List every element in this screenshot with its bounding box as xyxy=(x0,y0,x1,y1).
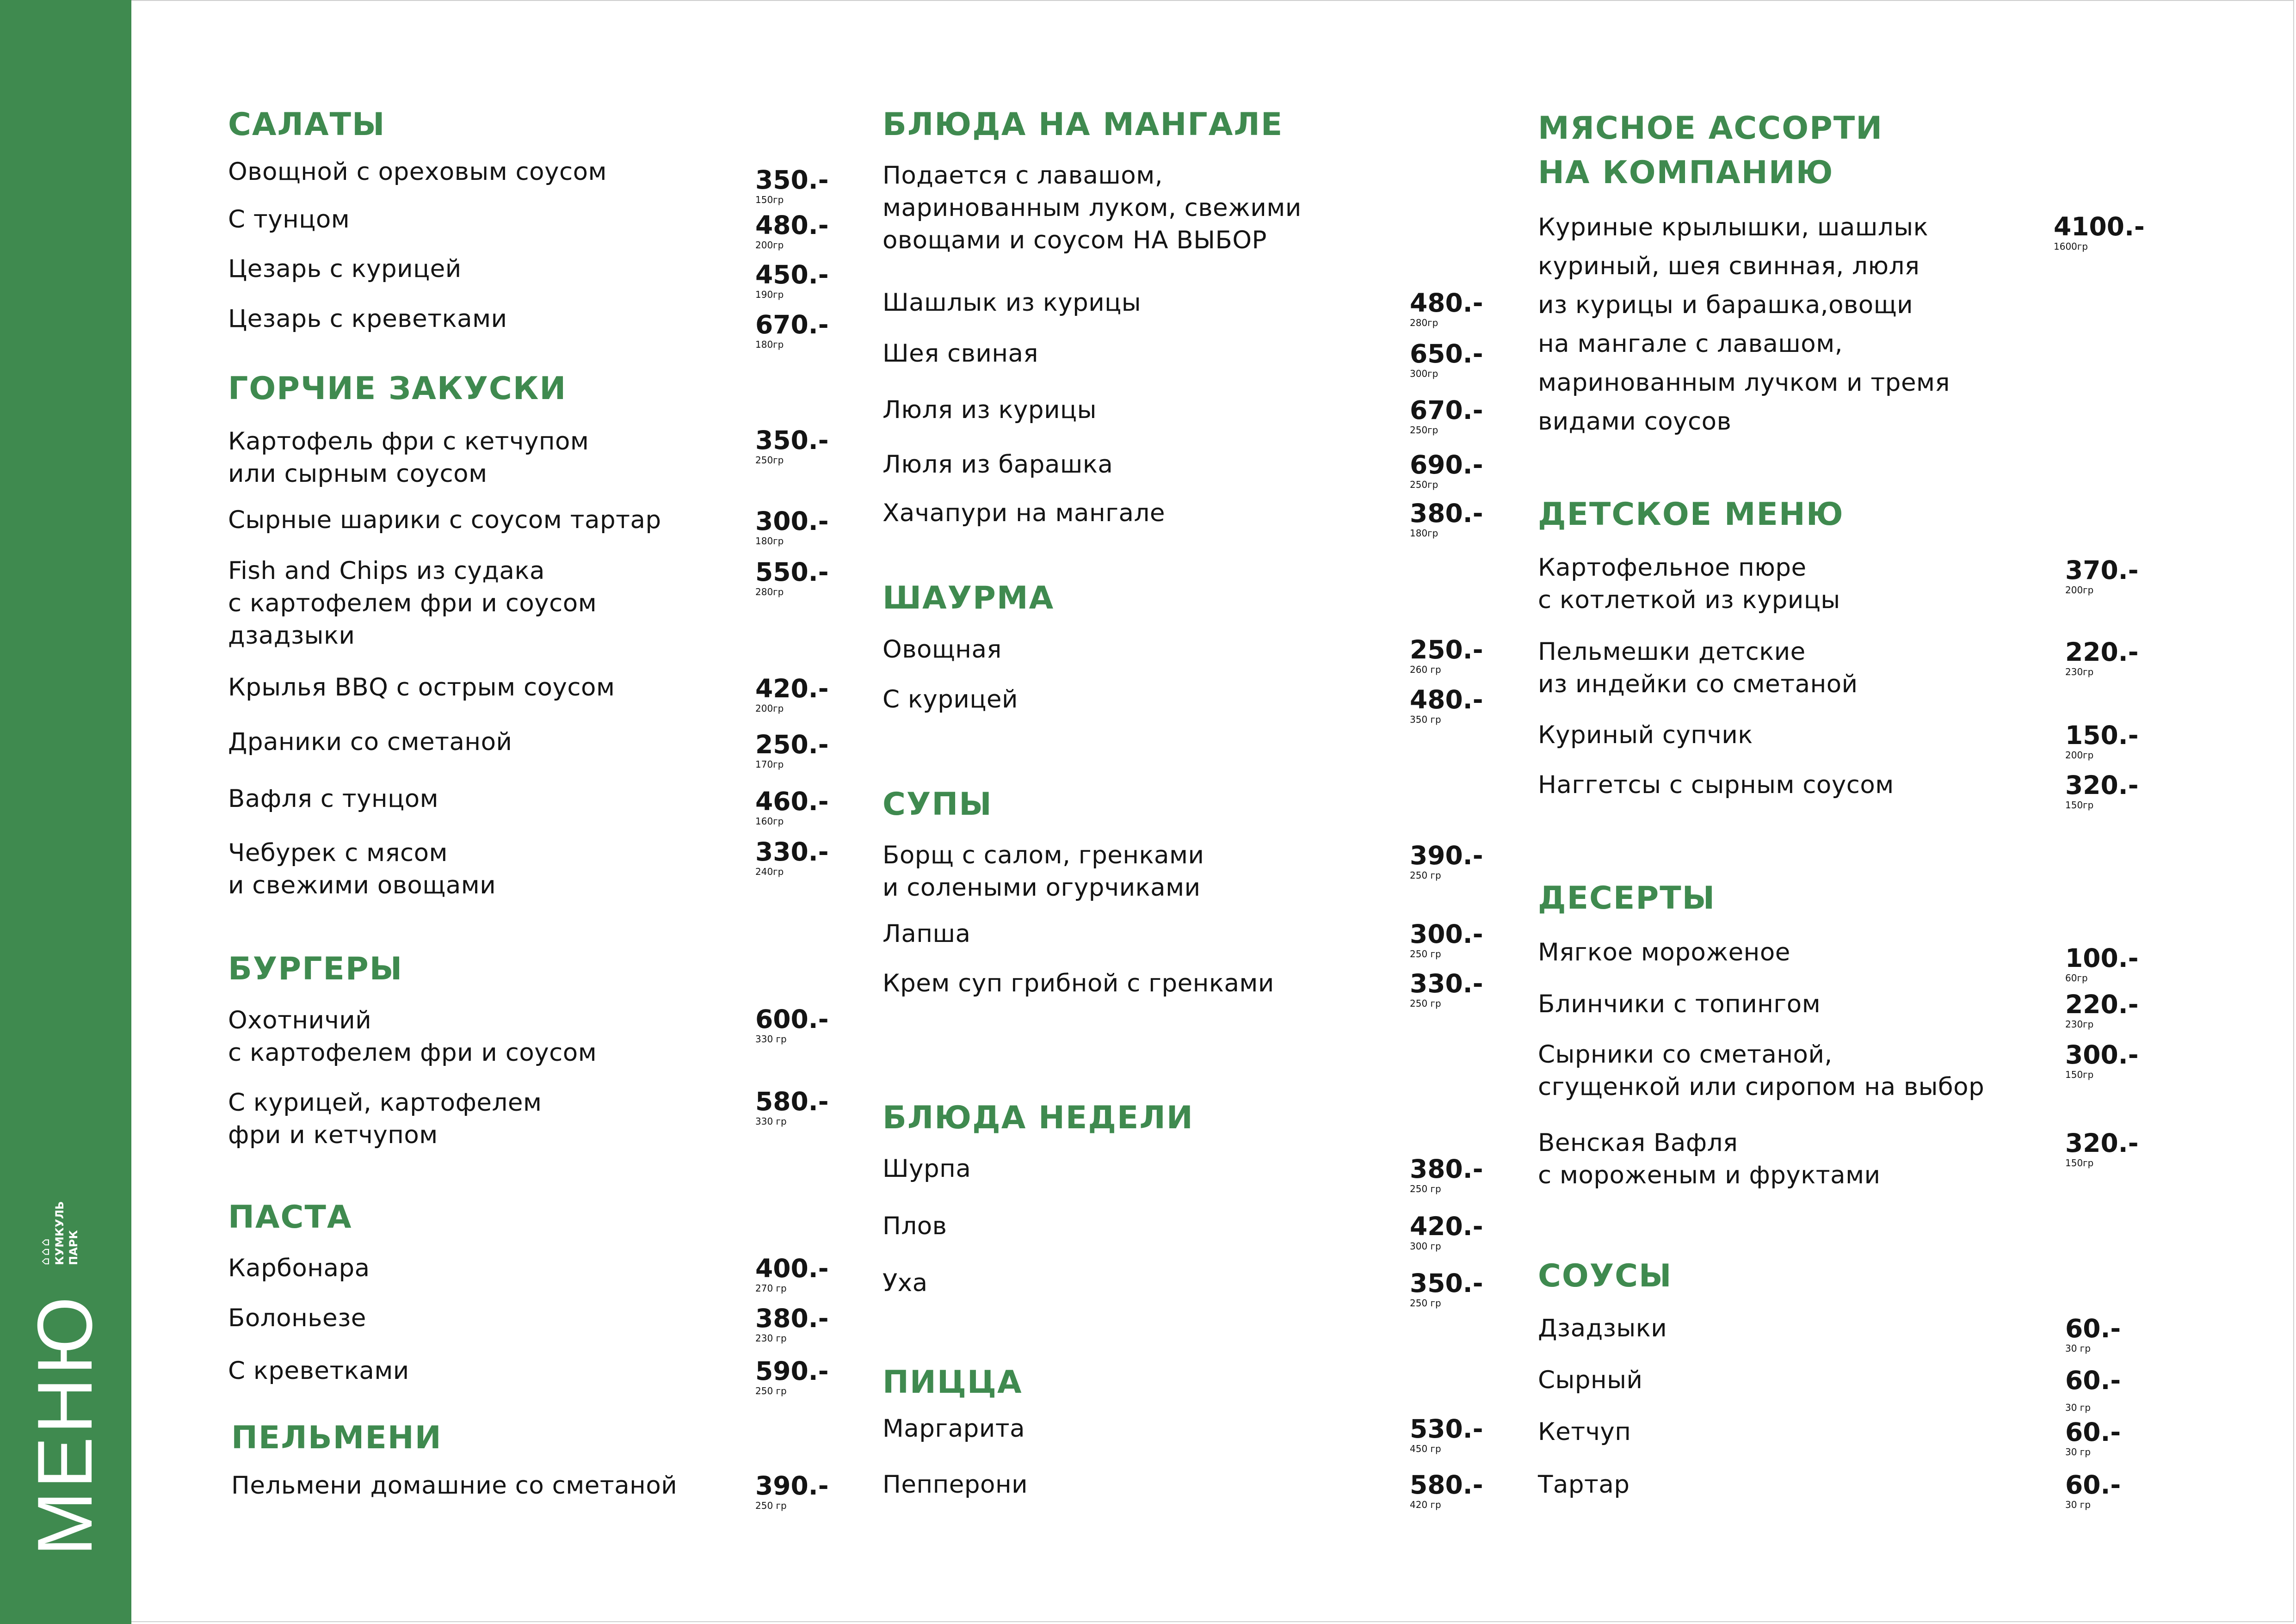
price-weight: 330 гр xyxy=(755,1116,787,1127)
price-weight: 250гр xyxy=(755,455,784,466)
section-title-burgers: БУРГЕРЫ xyxy=(228,951,403,987)
price-value: 650.- xyxy=(1410,339,1483,369)
price-weight: 170гр xyxy=(755,759,784,770)
price-weight: 30 гр xyxy=(2065,1446,2091,1458)
price-value: 670.- xyxy=(755,310,829,339)
price-value: 300.- xyxy=(755,506,829,536)
price-weight: 60гр xyxy=(2065,972,2088,984)
section-title-weekly-dishes: БЛЮДА НЕДЕЛИ xyxy=(883,1100,1194,1136)
price-weight: 280гр xyxy=(1410,317,1438,328)
section-title-hot-snacks: ГОРЧИЕ ЗАКУСКИ xyxy=(228,370,567,407)
item-name: Мягкое мороженое xyxy=(1538,938,1790,966)
item-name: Шея свиная xyxy=(883,339,1038,368)
logo-house-icon: ⌂⌂⌂ xyxy=(38,1236,52,1265)
price-value: 250.- xyxy=(755,730,829,759)
price-weight: 250гр xyxy=(1410,424,1438,436)
logo-name: КУМКУЛЬ xyxy=(53,1201,66,1265)
price-weight: 200гр xyxy=(2065,584,2094,596)
price-weight: 250 гр xyxy=(1410,1298,1441,1309)
item-name: Крем суп грибной с гренками xyxy=(883,969,1274,997)
price-value: 420.- xyxy=(1410,1212,1483,1241)
item-price xyxy=(1410,1414,1502,1454)
price-weight: 230 гр xyxy=(755,1333,787,1344)
section-title-pasta: ПАСТА xyxy=(228,1199,352,1236)
item-price xyxy=(2065,1128,2158,1168)
item-name: Fish and Chips из судака с картофелем фри и соусом дзадзыки xyxy=(228,557,597,650)
item-name: Уха xyxy=(883,1269,928,1297)
item-name: Маргарита xyxy=(883,1415,1025,1443)
item-price xyxy=(1410,919,1502,959)
price-value: 300.- xyxy=(2065,1040,2139,1070)
section-title-meat-platter: МЯСНОЕ АССОРТИ НА КОМПАНИЮ xyxy=(1538,110,1883,191)
menu-column-middle xyxy=(883,0,1484,1572)
item-price xyxy=(1410,395,1502,435)
price-weight: 260 гр xyxy=(1410,664,1441,675)
item-price xyxy=(755,425,848,465)
price-value: 150.- xyxy=(2065,720,2139,750)
item-name: Борщ с салом, гренками и солеными огурчиками xyxy=(883,841,1204,902)
item-name: С тунцом xyxy=(228,205,350,234)
item-price xyxy=(2065,943,2158,983)
price-value: 480.- xyxy=(1410,685,1483,714)
price-value: 450.- xyxy=(755,260,829,289)
item-name: Крылья BBQ с острым соусом xyxy=(228,673,615,701)
section-title-grill: БЛЮДА НА МАНГАЛЕ xyxy=(883,106,1284,143)
price-weight: 250 гр xyxy=(1410,998,1441,1009)
item-price xyxy=(2065,555,2158,595)
grill-note: Подается с лавашом, маринованным луком, свежими овощами и соусом НА ВЫБОР xyxy=(883,161,1302,254)
item-name: Тартар xyxy=(1538,1470,1630,1499)
price-value: 300.- xyxy=(1410,919,1483,949)
price-value: 390.- xyxy=(1410,841,1483,870)
item-name: Пельмешки детские из индейки со сметаной xyxy=(1538,638,1858,698)
price-value: 320.- xyxy=(2065,1128,2139,1158)
item-price xyxy=(1410,1268,1502,1308)
price-value: 370.- xyxy=(2065,555,2139,585)
item-name: Цезарь с креветками xyxy=(228,305,507,333)
price-value: 480.- xyxy=(1410,288,1483,318)
item-price xyxy=(755,310,848,350)
price-weight: 200гр xyxy=(2065,750,2094,761)
item-price xyxy=(1410,1212,1502,1251)
price-weight: 250 гр xyxy=(1410,1183,1441,1194)
price-value: 390.- xyxy=(755,1471,829,1501)
item-price xyxy=(755,1471,848,1511)
item-price xyxy=(755,1254,848,1293)
price-weight: 180гр xyxy=(1410,528,1438,539)
item-price xyxy=(1410,339,1502,379)
item-price xyxy=(2065,770,2158,810)
item-name: Картофельное пюре с котлеткой из курицы xyxy=(1538,554,1840,614)
item-name: Плов xyxy=(883,1212,947,1240)
price-value: 670.- xyxy=(1410,395,1483,425)
item-name: Карбонара xyxy=(228,1254,370,1282)
item-name: Люля из барашка xyxy=(883,450,1113,479)
price-value: 60.- xyxy=(2065,1417,2121,1447)
price-weight: 1600гр xyxy=(2054,241,2088,252)
price-weight: 190гр xyxy=(755,289,784,300)
price-value: 220.- xyxy=(2065,990,2139,1019)
item-price xyxy=(1410,288,1502,328)
item-price xyxy=(755,557,848,597)
price-weight: 200гр xyxy=(755,240,784,251)
sidebar xyxy=(0,0,131,1624)
item-name: Дзадзыки xyxy=(1538,1314,1667,1342)
item-price xyxy=(755,1304,848,1343)
price-weight: 350 гр xyxy=(1410,714,1441,725)
price-value: 530.- xyxy=(1410,1414,1483,1444)
price-weight: 250 гр xyxy=(755,1385,787,1396)
item-name: Цезарь с курицей xyxy=(228,255,462,283)
item-name: Шурпа xyxy=(883,1155,971,1183)
price-weight: 160гр xyxy=(755,816,784,827)
price-value: 330.- xyxy=(755,837,829,867)
item-name: Пельмени домашние со сметаной xyxy=(231,1471,678,1500)
item-price xyxy=(755,730,848,769)
item-name: Картофель фри с кетчупом или сырным соусом xyxy=(228,427,589,488)
item-price xyxy=(755,210,848,250)
price-weight: 30 гр xyxy=(2065,1343,2091,1354)
price-weight: 180гр xyxy=(755,535,784,547)
price-value: 460.- xyxy=(755,787,829,816)
price-value: 60.- xyxy=(2065,1366,2121,1395)
price-value: 420.- xyxy=(755,674,829,703)
price-value: 690.- xyxy=(1410,450,1483,480)
item-price xyxy=(2065,990,2158,1029)
price-weight: 420 гр xyxy=(1410,1499,1441,1510)
item-price xyxy=(755,674,848,714)
item-price xyxy=(1410,450,1502,490)
item-price xyxy=(2054,212,2146,252)
item-name: Сырные шарики с соусом тартар xyxy=(228,506,661,534)
item-name: Куриный супчик xyxy=(1538,721,1753,749)
menu-column-left xyxy=(228,0,829,1572)
item-name: Наггетсы с сырным соусом xyxy=(1538,771,1894,799)
item-name: Пепперони xyxy=(883,1470,1028,1499)
price-weight: 300 гр xyxy=(1410,1241,1441,1252)
item-name: Овощная xyxy=(883,635,1002,664)
item-price xyxy=(755,837,848,877)
item-price xyxy=(755,787,848,826)
price-weight: 300гр xyxy=(1410,368,1438,379)
price-value: 250.- xyxy=(1410,635,1483,664)
item-price xyxy=(2065,1470,2158,1510)
logo-subtitle: ПАРК xyxy=(67,1230,80,1265)
price-value: 60.- xyxy=(2065,1314,2121,1343)
item-name: Куриные крылышки, шашлык куриный, шея свинная, люля из курицы и барашка,овощи на мангале с лавашом, маринованным лучком и тремя видами соусов xyxy=(1538,213,1950,436)
item-price xyxy=(2065,720,2158,760)
price-value: 380.- xyxy=(755,1304,829,1333)
item-price xyxy=(755,1356,848,1396)
item-price xyxy=(1410,841,1502,880)
price-weight: 150гр xyxy=(2065,800,2094,811)
price-value: 400.- xyxy=(755,1254,829,1283)
item-price xyxy=(1410,969,1502,1009)
section-title-dumplings: ПЕЛЬМЕНИ xyxy=(231,1420,442,1456)
item-price xyxy=(1410,1154,1502,1194)
price-value: 580.- xyxy=(1410,1470,1483,1500)
price-weight: 150гр xyxy=(755,194,784,205)
price-value: 350.- xyxy=(1410,1268,1483,1298)
item-price xyxy=(1410,685,1502,725)
price-value: 220.- xyxy=(2065,637,2139,667)
item-price xyxy=(755,260,848,300)
price-weight: 250гр xyxy=(1410,479,1438,490)
price-weight: 230гр xyxy=(2065,666,2094,677)
price-weight: 270 гр xyxy=(755,1283,787,1294)
item-price xyxy=(755,506,848,546)
item-name: Охотничий с картофелем фри и соусом xyxy=(228,1006,597,1067)
price-value: 380.- xyxy=(1410,1154,1483,1184)
item-name: С курицей, картофелем фри и кетчупом xyxy=(228,1089,542,1149)
item-name: Овощной с ореховым соусом xyxy=(228,158,607,186)
item-price xyxy=(1410,1470,1502,1510)
price-value: 480.- xyxy=(755,210,829,240)
item-name: Вафля с тунцом xyxy=(228,785,439,813)
price-value: 380.- xyxy=(1410,498,1483,528)
item-name: Лапша xyxy=(883,920,971,948)
item-name: Хачапури на мангале xyxy=(883,499,1165,527)
price-value: 330.- xyxy=(1410,969,1483,998)
menu-title: МЕНЮ xyxy=(21,1293,108,1556)
price-weight: 250 гр xyxy=(1410,870,1441,881)
price-value: 550.- xyxy=(755,557,829,587)
item-name: Сырники со сметаной, сгущенкой или сиропом на выбор xyxy=(1538,1040,1985,1101)
price-value: 320.- xyxy=(2065,770,2139,800)
item-price xyxy=(1410,498,1502,538)
price-weight: 30 гр xyxy=(2065,1402,2091,1413)
section-title-kids-menu: ДЕТСКОЕ МЕНЮ xyxy=(1538,496,1844,533)
item-price xyxy=(1410,635,1502,675)
price-weight: 240гр xyxy=(755,866,784,877)
item-name: С креветками xyxy=(228,1357,409,1385)
price-weight: 250 гр xyxy=(755,1500,787,1511)
price-weight: 30 гр xyxy=(2065,1499,2091,1510)
price-weight: 280гр xyxy=(755,586,784,597)
item-name: Кетчуп xyxy=(1538,1418,1631,1446)
item-price xyxy=(755,1004,848,1044)
section-title-salads: САЛАТЫ xyxy=(228,106,386,143)
section-title-soups: СУПЫ xyxy=(883,786,993,823)
item-price xyxy=(2065,1314,2158,1353)
item-price xyxy=(755,165,848,205)
price-weight: 150гр xyxy=(2065,1069,2094,1080)
price-value: 590.- xyxy=(755,1356,829,1386)
item-name: Шашлык из курицы xyxy=(883,289,1142,317)
price-value: 580.- xyxy=(755,1087,829,1116)
item-price xyxy=(2065,1366,2158,1413)
price-weight: 150гр xyxy=(2065,1157,2094,1169)
item-name: С курицей xyxy=(883,685,1018,714)
price-value: 600.- xyxy=(755,1004,829,1034)
menu-column-right xyxy=(1538,0,2153,1572)
item-price xyxy=(2065,637,2158,677)
item-price xyxy=(2065,1417,2158,1457)
item-name: Люля из курицы xyxy=(883,396,1097,424)
section-title-shawarma: ШАУРМА xyxy=(883,580,1055,616)
price-weight: 450 гр xyxy=(1410,1443,1441,1454)
price-value: 350.- xyxy=(755,165,829,195)
item-name: Блинчики с топингом xyxy=(1538,990,1821,1018)
section-title-sauces: СОУСЫ xyxy=(1538,1258,1673,1294)
price-value: 4100.- xyxy=(2054,212,2145,241)
item-price xyxy=(755,1087,848,1126)
price-weight: 200гр xyxy=(755,703,784,714)
item-name: Драники со сметаной xyxy=(228,728,512,756)
item-name: Сырный xyxy=(1538,1366,1643,1394)
section-title-desserts: ДЕСЕРТЫ xyxy=(1538,880,1716,917)
price-weight: 250 гр xyxy=(1410,948,1441,960)
price-value: 350.- xyxy=(755,425,829,455)
price-weight: 330 гр xyxy=(755,1033,787,1045)
item-price xyxy=(2065,1040,2158,1080)
item-name: Венская Вафля с мороженым и фруктами xyxy=(1538,1129,1881,1189)
price-value: 100.- xyxy=(2065,943,2139,973)
price-weight: 230гр xyxy=(2065,1019,2094,1030)
price-weight: 180гр xyxy=(755,339,784,350)
price-value: 60.- xyxy=(2065,1470,2121,1500)
item-name: Чебурек с мясом и свежими овощами xyxy=(228,839,496,899)
item-name: Болоньезе xyxy=(228,1304,366,1332)
section-title-pizza: ПИЦЦА xyxy=(883,1364,1023,1401)
brand-logo xyxy=(38,1173,89,1265)
